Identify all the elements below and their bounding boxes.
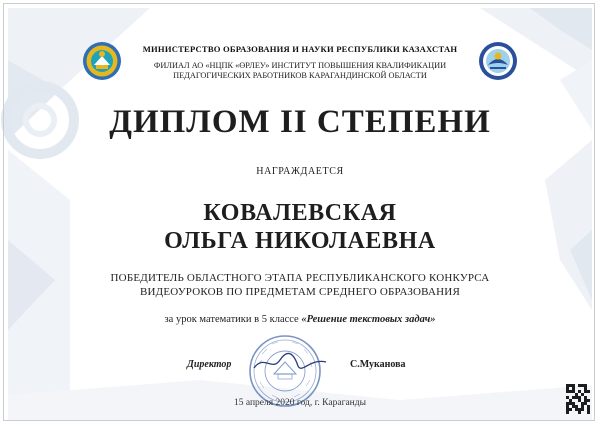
lesson-prefix: за урок математики в 5 классе — [164, 314, 302, 325]
ministry-heading: МИНИСТЕРСТВО ОБРАЗОВАНИЯ И НАУКИ РЕСПУБЛИКИ КАЗАХСТАН — [142, 44, 458, 54]
institution-heading — [150, 61, 450, 81]
date-place: 15 апреля 2020 год, г. Караганды — [234, 398, 366, 408]
diploma-title: ДИПЛОМ II СТЕПЕНИ — [109, 104, 491, 140]
qr-code-icon[interactable] — [566, 384, 590, 414]
recipient-given-names: ОЛЬГА НИКОЛАЕВНА — [164, 228, 436, 254]
lesson-description — [0, 314, 600, 325]
qr-module — [587, 390, 590, 393]
qr-module — [581, 408, 584, 411]
qr-module — [578, 411, 581, 414]
director-label: Директор — [187, 359, 232, 370]
qr-module — [587, 399, 590, 402]
achievement-line-2: ВИДЕОУРОКОВ ПО ПРЕДМЕТАМ СРЕДНЕГО ОБРАЗОВАНИЯ — [139, 286, 460, 298]
achievement-line-1: ПОБЕДИТЕЛЬ ОБЛАСТНОГО ЭТАПА РЕСПУБЛИКАНСКОГО КОНКУРСА — [110, 272, 490, 284]
director-name: С.Муканова — [350, 359, 406, 370]
lesson-title: «Решение текстовых задач» — [301, 314, 436, 325]
qr-module — [587, 411, 590, 414]
recipient-surname: КОВАЛЕВСКАЯ — [203, 200, 397, 226]
institution-line-2: ПЕДАГОГИЧЕСКИХ РАБОТНИКОВ КАРАГАНДИНСКОЙ ОБЛАСТИ — [173, 71, 427, 80]
signature-icon — [250, 350, 330, 376]
institution-line-1: ФИЛИАЛ АО «НЦПК «ӨРЛЕУ» ИНСТИТУТ ПОВЫШЕНИЯ КВАЛИФИКАЦИИ — [153, 61, 447, 70]
qr-module — [566, 411, 569, 414]
qr-module — [569, 408, 572, 411]
awarded-label: НАГРАЖДАЕТСЯ — [256, 166, 344, 177]
